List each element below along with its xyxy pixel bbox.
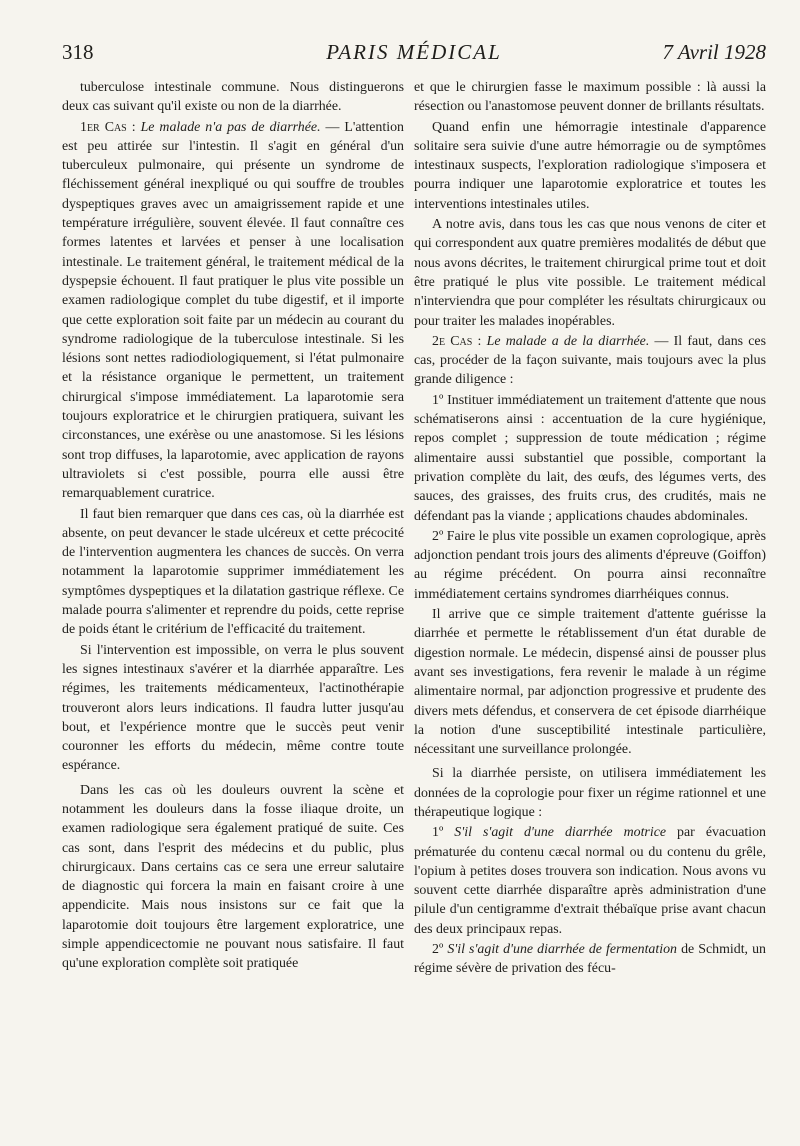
paragraph	[414, 527, 766, 604]
paragraph: 1er Cas : Le malade n'a pas de diarrhée. — L'attention est peu attirée sur l'intestin. Il s'agit en général d'un tuberculeux pulmonaire, qui présente un syndrome de fléchissement général inexpliqué ou qui souffre de troubles dyspeptiques graves avec un amaigrissement rapide et une température irrégulière, souvent élevée. Il faut connaître ces formes latentes et larvées et penser à une localisation intestinale. Le traitement général, le traitement médical de la dyspepsie échouent. Il faut pratiquer le plus vite possible un examen radiologique complet du tube digestif, et il importe que cette exploration soit faite par un médecin au courant du syndrome radiologique de la tuberculose intestinale. Si les lésions sont nettes radiodiologiquement, si l'état pulmonaire et la résistance organique le permettent, un traitement chirurgical s'impose immédiatement. La laparotomie sera toujours exploratrice et le chirurgien pratiquera, suivant les circonstances, une exérèse ou une anastomose. Si les lésions sont trop diffuses, la laparotomie, avec application de rayons ultraviolets si c'est possible, pourra elle aussi être remarquablement curatrice.	[62, 119, 404, 502]
paragraph	[414, 823, 766, 939]
italic-heading: S'il s'agit d'une diarrhée de fermentation	[447, 942, 677, 958]
paragraph-text: Il arrive que ce simple traitement d'attente guérisse la diarrhée et permette le rétablissement d'un état durable de digestion normale. Le médecin, dispensé ainsi de pousser plus avant ses investigations, fera revenir le malade à un régime alimentaire normal, par adjonction progressive et prudente des divers mets défendus, et conservera de cet épisode diarrhéique la notion d'une susceptibilité intestinale particulière, nécessitant une surveillance prolongée.	[414, 607, 766, 758]
case-label: 2e Cas	[432, 333, 473, 349]
item-number: 1º	[432, 825, 444, 841]
left-column	[62, 78, 404, 974]
paragraph	[62, 78, 404, 117]
paragraph-text: 1º Instituer immédiatement un traitement d'attente que nous schématiserons ainsi : accentuation de la cure hygiénique, repos complet ; suppression de toute médication ; régime alimentaire aussi substantiel que possible, comportant la privation complète du lait, des œufs, des légumes verts, des sauces, des graisses, des fruits crus, des crudités, mais ne défendant pas la viande ; applications chaudes abdominales.	[414, 392, 766, 524]
paragraph-text: tuberculose intestinale commune. Nous distinguerons deux cas suivant qu'il existe ou non de la diarrhée.	[62, 80, 404, 115]
right-column	[414, 78, 766, 979]
paragraph: 2e Cas : Le malade a de la diarrhée. — Il faut, dans ces cas, procéder de la façon suivante, mais toujours avec la plus grande diligence :	[414, 333, 766, 388]
paragraph-text: de Schmidt, un régime sévère de privation des fécu-	[414, 942, 766, 977]
paragraph	[414, 391, 766, 526]
italic-heading: Le malade a de la diarrhée.	[486, 333, 650, 349]
paragraph-text: Si la diarrhée persiste, on utilisera immédiatement les données de la coprologie pour fixer un régime rationnel et une thérapeutique logique :	[414, 766, 766, 820]
paragraph	[414, 215, 766, 331]
journal-title: PARIS MÉDICAL	[326, 40, 502, 64]
paragraph	[62, 505, 404, 640]
italic-heading: S'il s'agit d'une diarrhée motrice	[454, 825, 667, 841]
paragraph-text: Il faut bien remarquer que dans ces cas, où la diarrhée est absente, on peut devancer le stade ulcéreux et cette précocité de l'intervention augmentera les chances de succès. On verra notamment la laparotomie supprimer immédiatement les symptômes dyspeptiques et la dilatation gastrique réflexe. Ce malade pourra s'alimenter et reprendre du poids, cette reprise de poids étant le critérium de l'efficacité du traitement.	[62, 506, 404, 638]
paragraph	[62, 641, 404, 776]
paragraph-text: par évacuation prématurée du contenu cæcal normal ou du contenu du grêle, l'opium à petites doses trouvera son indication. Nous avons vu souvent cette diarrhée disparaître après administration d'une pilule d'un centigramme d'extrait thébaïque prise avant chacun des deux principaux repas.	[414, 825, 766, 937]
paragraph	[414, 78, 766, 117]
paragraph	[62, 781, 404, 974]
paragraph-text: Si l'intervention est impossible, on verra le plus souvent les signes intestinaux s'avérer et la diarrhée apparaître. Les régimes, les traitements médicamenteux, l'actinothérapie trouveront alors leurs indications. Il faudra lutter jusqu'au bout, et l'expérience montre que le succès peut venir couronner les efforts du médecin, même contre toute espérance.	[62, 642, 404, 774]
case-label: 1er Cas	[80, 119, 127, 135]
running-header	[62, 28, 766, 72]
paragraph	[414, 940, 766, 979]
item-number: 2º	[432, 942, 444, 958]
paragraph-text: — L'attention est peu attirée sur l'intestin. Il s'agit en général d'un tuberculeux pulmonaire, qui présente un syndrome de fléchissement général inexpliqué ou qui souffre de troubles dyspeptiques graves avec un amaigrissement rapide et une température irrégulière, souvent élevée. Il faut connaître ces formes latentes et larvées et penser à une localisation intestinale. Le traitement général, le traitement médical de la dyspepsie échouent. Il faut pratiquer le plus vite possible un examen radiologique complet du tube digestif, et il importe que cette exploration soit faite par un médecin au courant du syndrome radiologique de la tuberculose intestinale. Si les lésions sont nettes radiodiologiquement, si l'état pulmonaire et la résistance organique le permettent, un traitement chirurgical s'impose immédiatement. La laparotomie sera toujours exploratrice et le chirurgien pratiquera, suivant les circonstances, une exérèse ou une anastomose. Si les lésions sont trop diffuses, la laparotomie, avec application de rayons ultraviolets si c'est possible, pourra elle aussi être remarquablement curatrice.	[62, 119, 404, 502]
paragraph-text: Dans les cas où les douleurs ouvrent la scène et notamment les douleurs dans la fosse iliaque droite, un examen radiologique sera également pratiqué de suite. Ces cas sont, dans l'esprit des médecins et du public, plus chirurgicaux. Dans certains cas ce sera une erreur salutaire de diagnostic qui forcera la main en faisant croire à une appendicite. Mais nous insistons sur ce fait que la laparotomie doit toujours être largement exploratrice, une simple appendicectomie ne pouvant nous satisfaire. Il faut qu'une exploration complète soit pratiquée	[62, 782, 404, 972]
page-number: 318	[62, 40, 94, 64]
paragraph-text: et que le chirurgien fasse le maximum possible : là aussi la résection ou l'anastomose peuvent donner de brillants résultats.	[414, 80, 766, 115]
italic-heading: Le malade n'a pas de diarrhée.	[140, 119, 321, 135]
paragraph	[414, 764, 766, 822]
paragraph	[414, 118, 766, 214]
paragraph-text: A notre avis, dans tous les cas que nous venons de citer et qui correspondent aux quatre premières modalités de début que nous avons décrites, le traitement chirurgical prime tout et doit être pratiqué le plus vite possible. Le traitement médical n'interviendra que pour compléter les résultats chirurgicaux ou pour traiter les malades inopérables.	[414, 217, 766, 329]
paragraph-text: — Il faut, dans ces cas, procéder de la façon suivante, mais toujours avec la plus grande diligence :	[414, 333, 766, 388]
paragraph	[414, 605, 766, 759]
paragraph-text: Quand enfin une hémorragie intestinale d'apparence solitaire sera suivie d'une autre hémorragie ou de symptômes intestinaux suspects, l'exploration radiologique s'imposera et pourra indiquer une laparotomie exploratrice et toutes les interventions intestinales utiles.	[414, 119, 766, 212]
issue-date: 7 Avril 1928	[662, 40, 766, 64]
paragraph-text: 2º Faire le plus vite possible un examen coprologique, après adjonction pendant trois jours des aliments d'épreuve (Goiffon) au régime précédent. On pourra ainsi reconnaître immédiatement certains syndromes diarrhéiques connus.	[414, 528, 766, 602]
